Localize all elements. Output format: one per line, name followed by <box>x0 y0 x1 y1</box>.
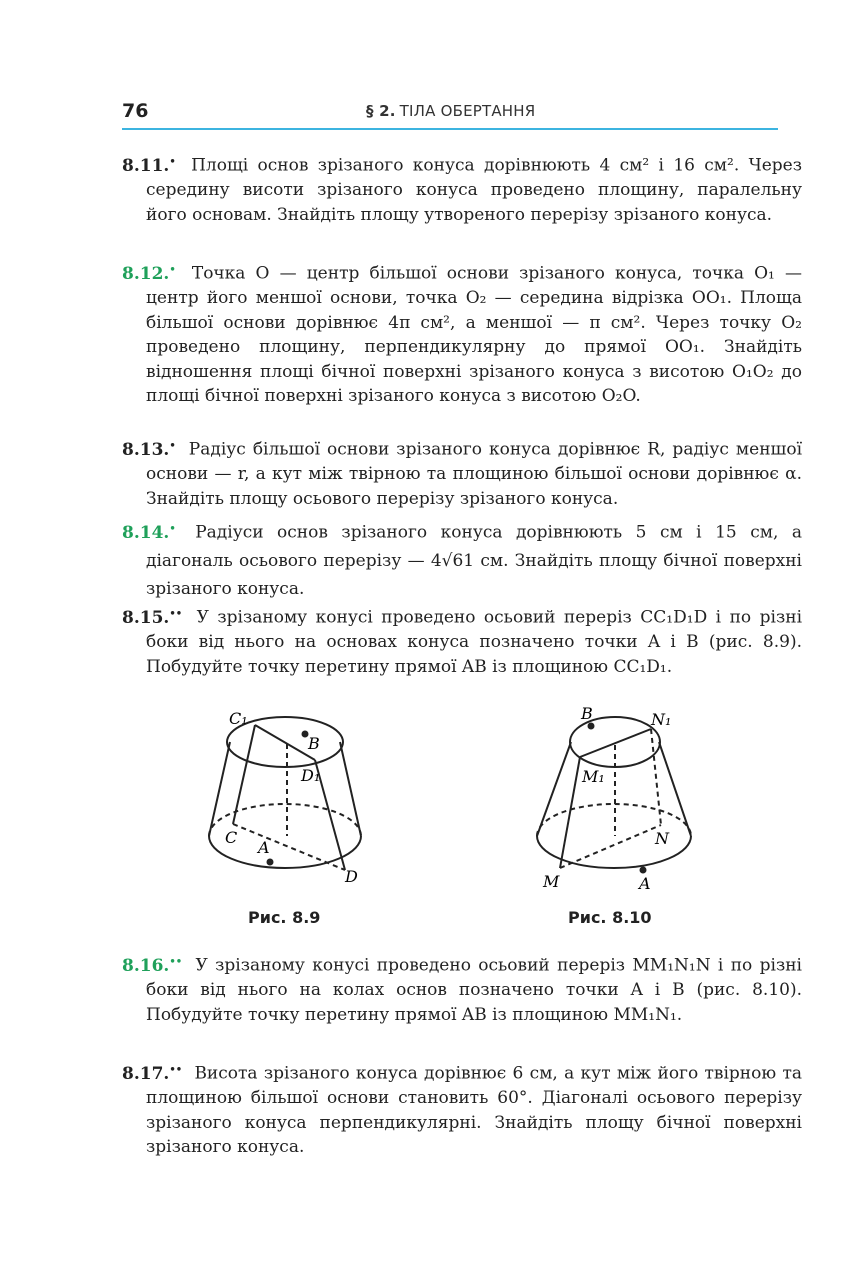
section-mark: § 2. <box>366 102 396 120</box>
label-d: D <box>345 867 358 886</box>
label-n: N <box>655 829 669 848</box>
problem-text: Площі основ зрізаного конуса дорівнюють 4 см² і 16 см². Через середину висоти зрізаного конуса проведено площину, паралельну його основам. Знайдіть площу утвореного перерізу зрізаного конуса. <box>146 155 803 225</box>
label-b: B <box>308 734 320 753</box>
problem-text: Точка O — центр більшої основи зрізаного конуса, точка O₁ — центр його меншої основи, точка O₂ — середина відрізка OO₁. Площа більшої основи дорівнює 4π см², а меншої — π см². Через точку O₂ проведено площину, перпендикулярну до прямої OO₁. Знайдіть відношення площі бічної поверхні зрізаного конуса з висотою O₁O₂ до площі бічної поверхні зрізаного конуса з висотою O₂O. <box>146 263 802 407</box>
problem-number: 8.17.•• <box>122 1063 183 1084</box>
point-a <box>640 867 647 874</box>
problem-text: У зрізаному конусі проведено осьовий переріз CC₁D₁D і по різні боки від нього на основах конуса позначено точки A і B (рис. 8.9). Побудуйте точку перетину прямої AB із площиною CC₁D₁. <box>146 607 802 677</box>
problem-number: 8.11.• <box>122 155 176 176</box>
label-d1: D₁ <box>301 766 321 785</box>
figure-8-10 <box>525 700 715 890</box>
label-c1: C₁ <box>229 709 248 728</box>
problem-text: У зрізаному конусі проведено осьовий переріз MM₁N₁N і по різні боки від нього на колах основ позначено точки A і B (рис. 8.10). Побудуйте точку перетину прямої AB із площиною MM₁N₁. <box>146 955 802 1025</box>
caption-8-10: Рис. 8.10 <box>568 908 652 927</box>
label-a: A <box>639 874 651 890</box>
generatrix-left <box>209 742 230 836</box>
bottom-diameter <box>560 825 661 868</box>
problem-8-17 <box>122 1058 802 1160</box>
bottom-diameter <box>233 824 345 870</box>
problem-8-12 <box>122 258 802 409</box>
problem-text: Висота зрізаного конуса дорівнює 6 см, а кут між його твірною та площиною більшої основи становить 60°. Діагоналі осьового перерізу зрізаного конуса перпендикулярні. Знайдіть площу бічної поверхні зрізаного конуса. <box>146 1063 803 1158</box>
problem-text: Радіус більшої основи зрізаного конуса дорівнює R, радіус меншої основи — r, а кут між твірною та площиною більшої основи дорівнює α. Знайдіть площу осьового перерізу зрізаного конуса. <box>146 439 803 509</box>
label-n1: N₁ <box>651 710 672 729</box>
problem-8-15 <box>122 602 802 679</box>
problem-text: Радіуси основ зрізаного конуса дорівнюють 5 см і 15 см, а діагональ осьового перерізу — 4√61 см. Знайдіть площу бічної поверхні зрізаного конуса. <box>146 522 802 599</box>
page-number: 76 <box>122 100 149 122</box>
problem-8-11 <box>122 150 802 227</box>
section-title <box>366 102 535 120</box>
generatrix-left <box>537 742 571 836</box>
caption-8-9: Рис. 8.9 <box>248 908 321 927</box>
top-base-ellipse <box>570 717 660 767</box>
label-b: B <box>581 704 593 723</box>
point-a <box>267 859 274 866</box>
label-a: A <box>258 838 270 857</box>
top-diameter <box>580 729 651 757</box>
top-diameter <box>255 725 315 760</box>
problem-8-16 <box>122 950 802 1027</box>
problem-number: 8.15.•• <box>122 607 183 628</box>
point-b <box>588 723 595 730</box>
problem-8-14 <box>122 515 802 603</box>
label-m1: M₁ <box>582 767 605 786</box>
problem-number: 8.16.•• <box>122 955 183 976</box>
section-name: ТІЛА ОБЕРТАННЯ <box>399 102 536 120</box>
generatrix-right <box>340 742 361 836</box>
problem-number: 8.14.• <box>122 522 176 543</box>
generatrix-right <box>659 742 691 836</box>
label-m: M <box>543 872 560 890</box>
label-c: C <box>225 828 238 847</box>
problem-number: 8.12.• <box>122 263 176 284</box>
page-header <box>122 100 778 130</box>
problem-number: 8.13.• <box>122 439 176 460</box>
figure-8-9 <box>195 700 385 890</box>
problem-8-13 <box>122 434 802 511</box>
